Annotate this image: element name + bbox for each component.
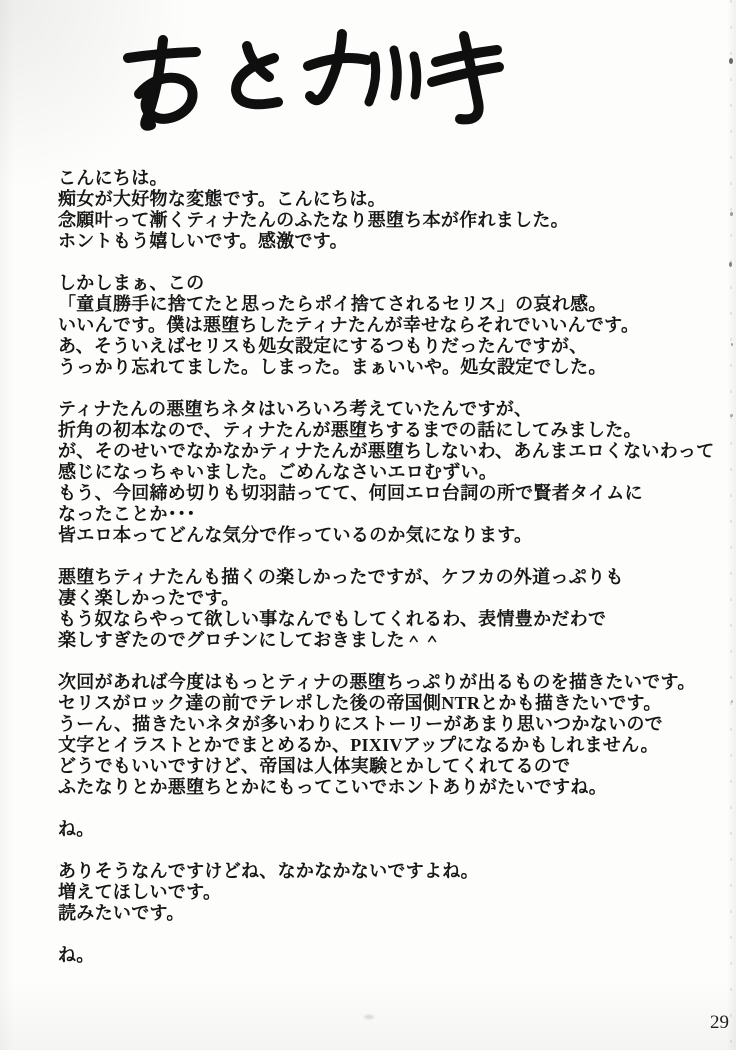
text-line: 皆エロ本ってどんな気分で作っているのか気になります。	[58, 525, 533, 545]
scan-speck	[731, 700, 733, 703]
text-line: 悪堕ちティナたんも描くの楽しかったですが、ケフカの外道っぷりも	[58, 567, 624, 587]
page-number: 29	[710, 1012, 729, 1033]
text-line: ホントもう嬉しいです。感激です。	[58, 231, 348, 251]
text-line: 文字とイラストとかでまとめるか、PIXIVアップになるかもしれません。	[58, 735, 659, 755]
text-line: 痴女が大好物な変態です。こんにちは。	[58, 189, 386, 209]
text-line: あ、そういえばセリスも処女設定にするつもりだったんですが、	[58, 336, 588, 356]
text-line: 凄く楽しかったです。	[58, 588, 240, 608]
text-line: ありそうなんですけどね、なかなかないですよね。	[58, 861, 479, 881]
text-line: ね。	[58, 945, 95, 965]
paragraph-kefka	[58, 567, 730, 651]
scan-smudge	[364, 1015, 374, 1019]
text-line: 「童貞勝手に捨てたと思ったらポイ捨てされるセリス」の哀れ感。	[58, 294, 607, 314]
paragraph-greeting	[58, 168, 730, 252]
paragraph-wish	[58, 861, 730, 924]
title-char-ki	[432, 36, 499, 119]
text-line: もう奴ならやって欲しい事なんでもしてくれるわ、表情豊かだわで	[58, 609, 607, 629]
handwritten-title	[105, 22, 510, 152]
text-line: 感じになっちゃいました。ごめんなさいエロむずい。	[58, 462, 498, 482]
title-dakuten-strokes	[369, 50, 417, 102]
afterword-text	[58, 168, 730, 987]
text-line: しかしまぁ、この	[58, 273, 205, 293]
text-line: 楽しすぎたのでグロチンにしておきました＾＾	[58, 630, 442, 650]
scan-speck	[729, 58, 733, 64]
scan-speck	[729, 262, 732, 267]
text-line: うーん、描きたいネタが多いわりにストーリーがあまり思いつかないので	[58, 714, 663, 734]
text-line: いいんです。僕は悪堕ちしたティナたんが幸せならそれでいいんです。	[58, 315, 640, 335]
text-line: ふたなりとか悪堕ちとかにもってこいでホントありがたいですね。	[58, 777, 607, 797]
scan-speck	[730, 212, 733, 216]
text-line: ね。	[58, 819, 95, 839]
scan-edge-noise	[730, 0, 732, 1050]
title-char-to	[236, 46, 278, 104]
text-line: うっかり忘れてました。しまった。まぁいいや。処女設定でした。	[58, 357, 607, 377]
text-line: こんにちは。	[58, 168, 168, 188]
text-line: もう、今回締め切りも切羽詰ってて、何回エロ台詞の所で賢者タイムに	[58, 483, 643, 503]
text-line: が、そのせいでなかなかティナたんが悪堕ちしないわ、あんまエロくないわって	[58, 441, 715, 461]
scan-speck	[730, 414, 733, 417]
text-line: 読みたいです。	[58, 903, 185, 923]
title-char-ka	[308, 34, 367, 100]
text-line: どうでもいいですけど、帝国は人体実験とかしてくれてるので	[58, 756, 571, 776]
text-line: 念願叶って漸くティナたんのふたなり悪堕ち本が作れました。	[58, 210, 569, 230]
paragraph-celes	[58, 273, 730, 378]
text-line: なったことか･･･	[58, 504, 196, 524]
scan-speck	[731, 343, 733, 346]
text-line: 折角の初本なので、ティナたんが悪堕ちするまでの話にしてみました。	[58, 420, 642, 440]
text-line: 増えてほしいです。	[58, 882, 222, 902]
paragraph-next-time	[58, 672, 730, 798]
text-line: 次回があれば今度はもっとティナの悪堕ちっぷりが出るものを描きたいです。	[58, 672, 696, 692]
title-char-a	[128, 40, 196, 126]
text-line: ティナたんの悪堕ちネタはいろいろ考えていたんですが、	[58, 399, 533, 419]
paragraph-ne-2	[58, 945, 730, 966]
paragraph-story	[58, 399, 730, 546]
paragraph-ne-1	[58, 819, 730, 840]
text-line: セリスがロック達の前でテレポした後の帝国側NTRとかも描きたいです。	[58, 693, 662, 713]
